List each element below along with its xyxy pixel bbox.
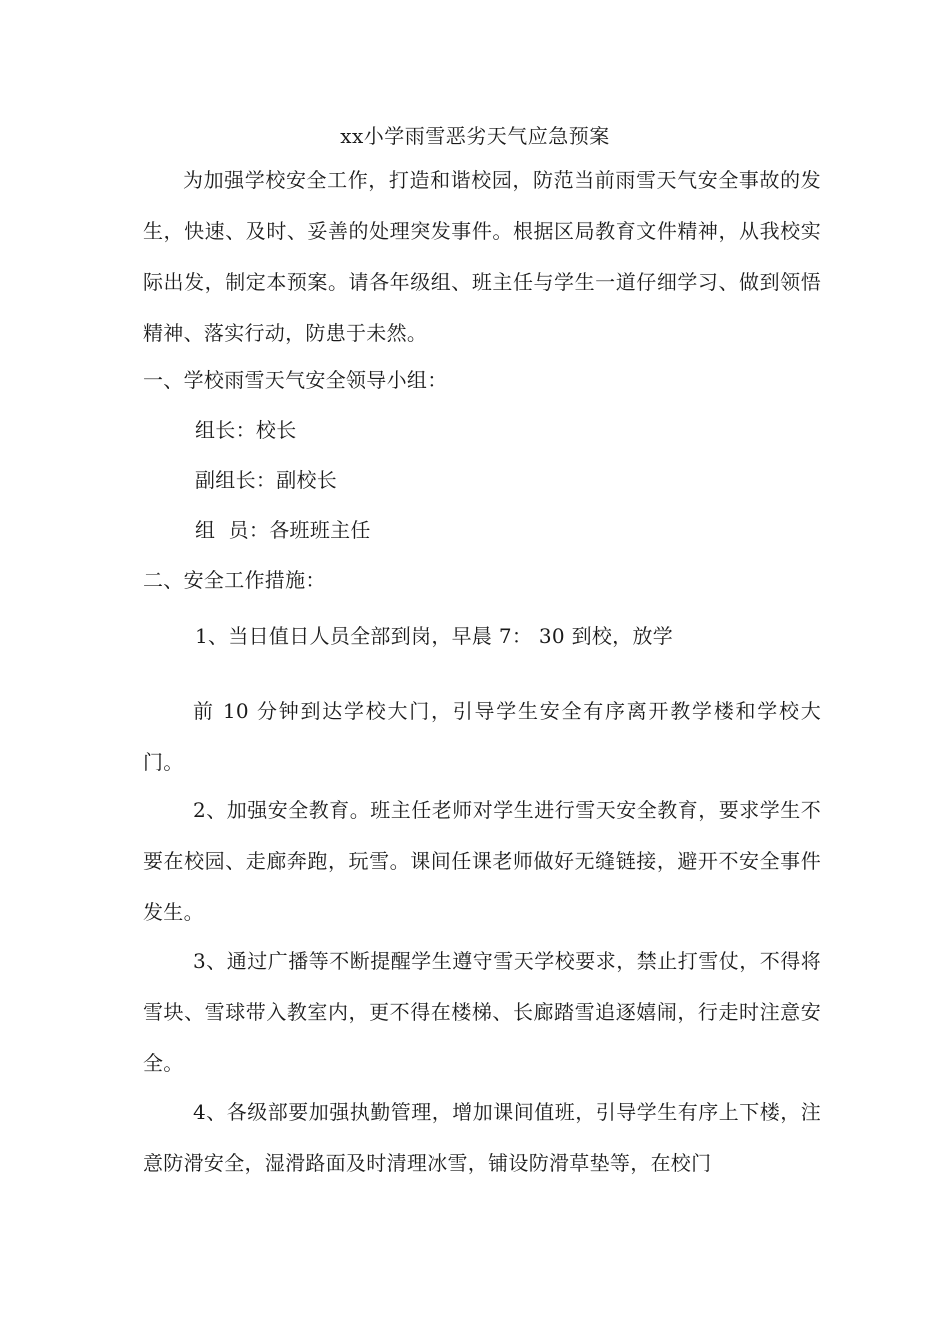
deputy-line: 副组长：副校长 [195,468,338,492]
section2-heading: 二、安全工作措施： [143,568,326,592]
measure-item-3: 3、通过广播等不断提醒学生遵守雪天学校要求，禁止打雪仗，不得将雪块、雪球带入教室内，更不得在楼梯、长廊踏雪追逐嬉闹，行走时注意安全。 [143,949,821,1075]
measure-item-1-line-2: 前 10 分钟到达学校大门，引导学生安全有序离开教学楼和学校大门。 [143,699,821,774]
leader-line: 组长：校长 [195,418,297,442]
measure-item-4: 4、各级部要加强执勤管理，增加课间值班，引导学生有序上下楼，注意防滑安全，湿滑路面及时清理冰雪，铺设防滑草垫等，在校门 [143,1100,821,1175]
document-title: xx小学雨雪恶劣天气应急预案 [340,124,610,148]
section1-heading: 一、学校雨雪天气安全领导小组： [143,368,448,392]
members-line: 组 员：各班班主任 [195,518,371,542]
measure-item-1-line-1: 1、当日值日人员全部到岗，早晨 7： 30 到校，放学 [195,624,674,648]
intro-paragraph: 为加强学校安全工作，打造和谐校园，防范当前雨雪天气安全事故的发生，快速、及时、妥善的处理突发事件。根据区局教育文件精神，从我校实际出发，制定本预案。请各年级组、班主任与学生一道仔细学习、做到领悟精神、落实行动，防患于未然。 [143,168,821,345]
measure-item-2: 2、加强安全教育。班主任老师对学生进行雪天安全教育，要求学生不要在校园、走廊奔跑，玩雪。课间任课老师做好无缝链接，避开不安全事件发生。 [143,798,821,924]
